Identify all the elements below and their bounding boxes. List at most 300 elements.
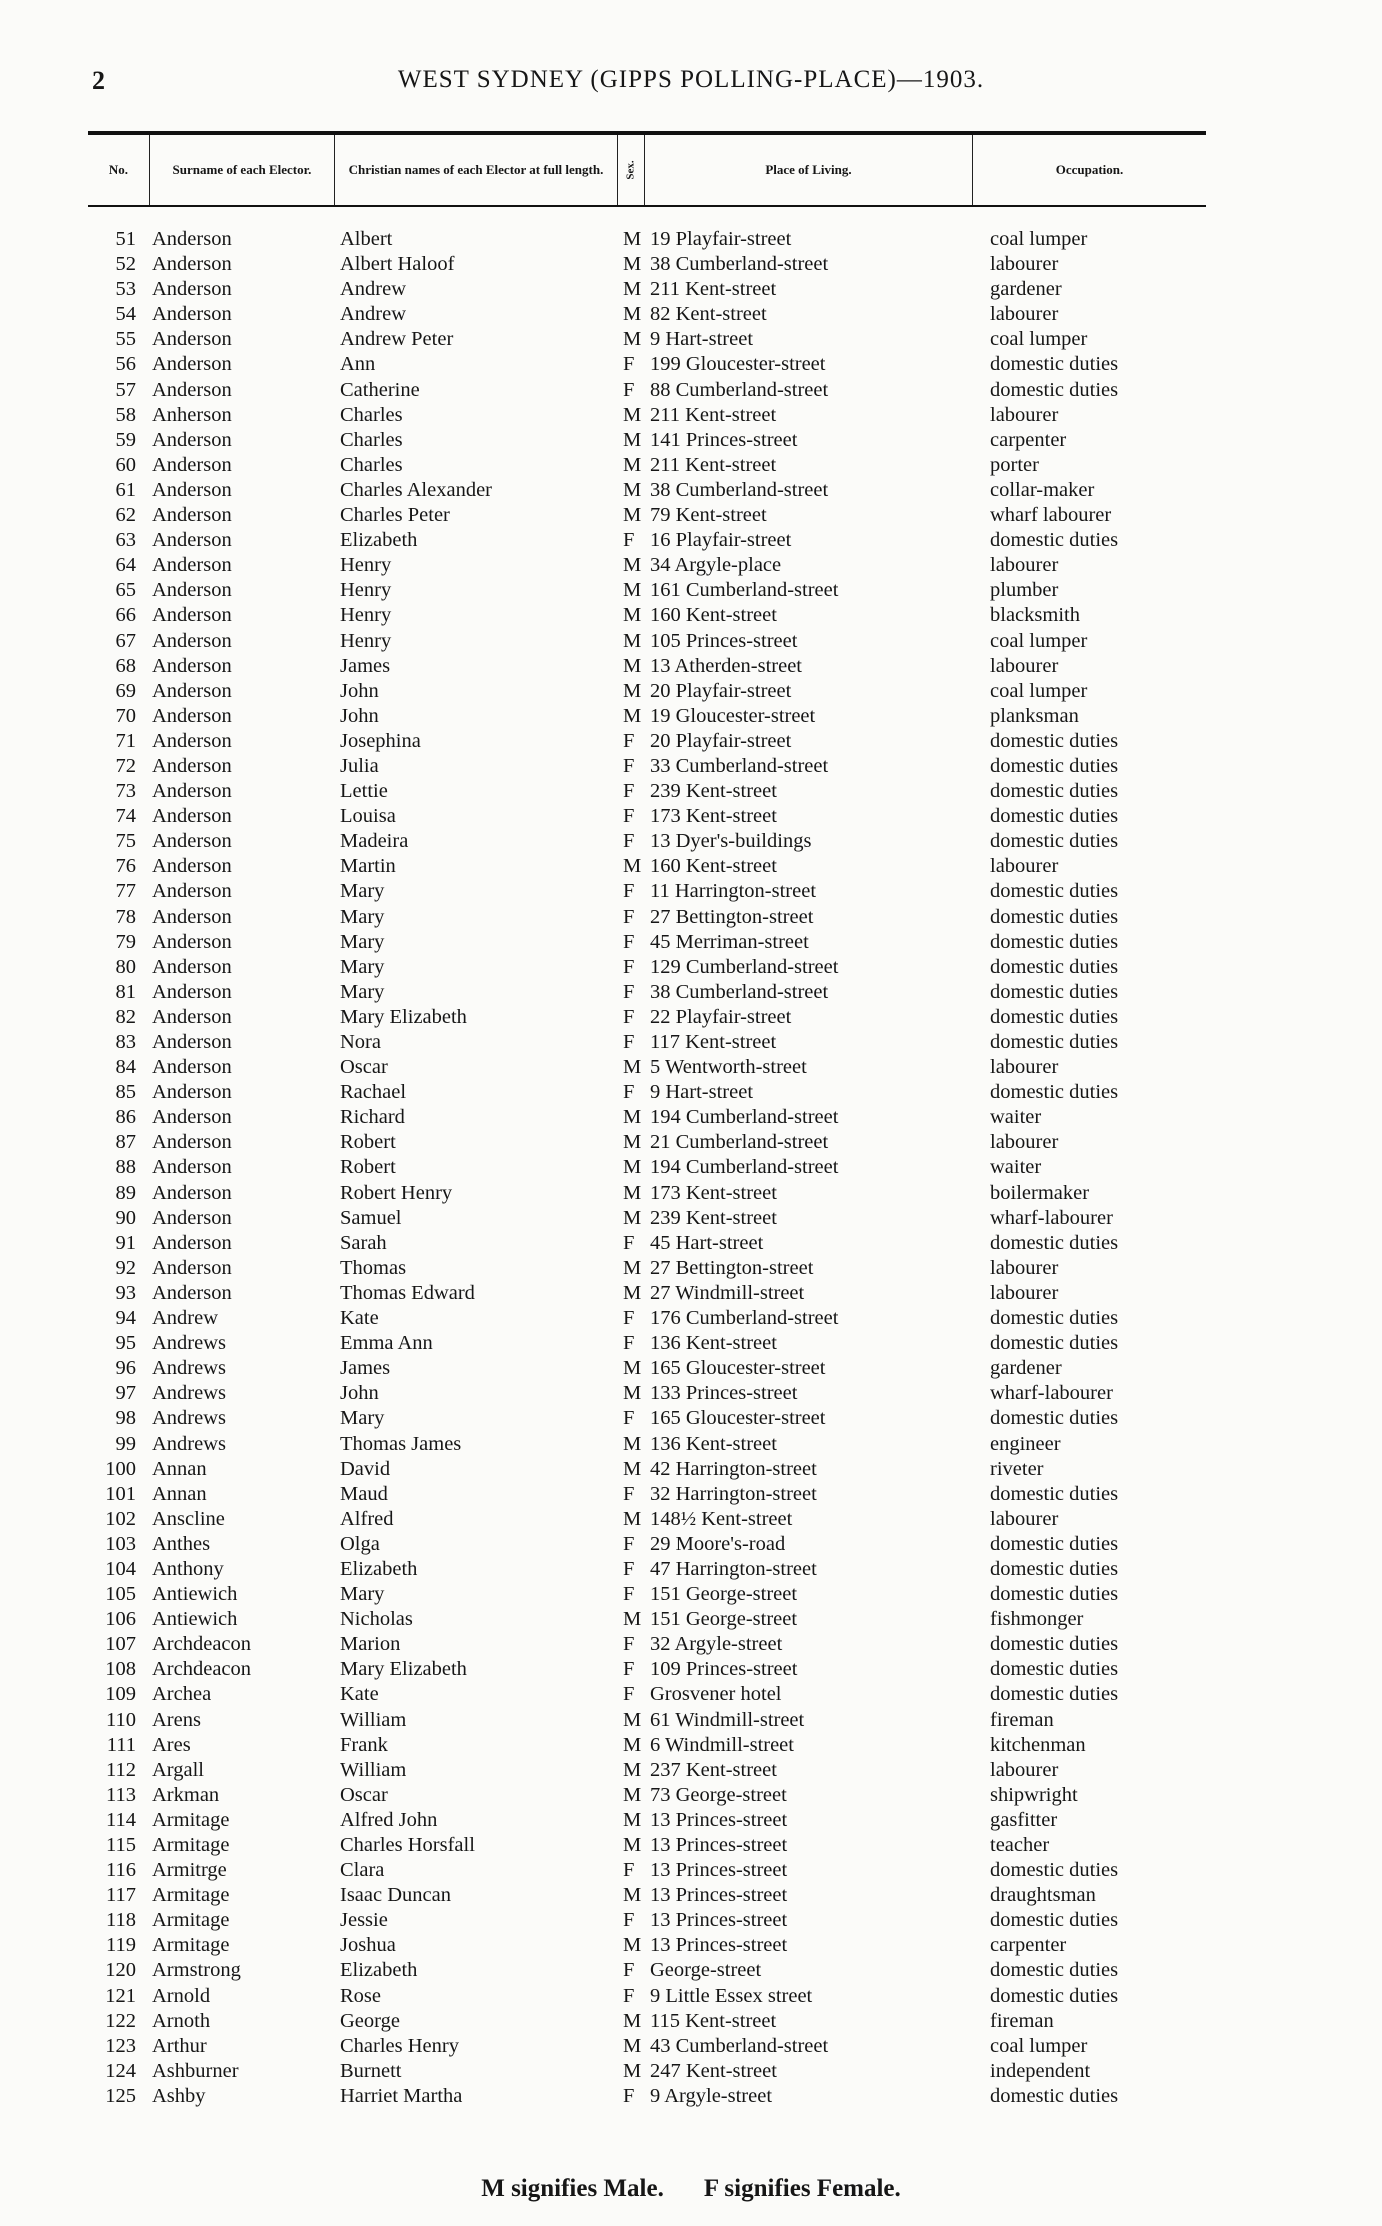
elector-place-of-living: 45 Hart-street bbox=[650, 1231, 764, 1254]
elector-occupation: domestic duties bbox=[990, 780, 1119, 803]
elector-sex: M bbox=[623, 1783, 642, 1806]
elector-surname: Anderson bbox=[152, 378, 232, 401]
elector-occupation: domestic duties bbox=[990, 729, 1119, 752]
elector-number: 71 bbox=[115, 729, 136, 752]
elector-surname: Anderson bbox=[152, 679, 232, 702]
table-row bbox=[0, 1858, 1382, 1883]
elector-occupation: domestic duties bbox=[990, 1332, 1119, 1355]
elector-christian-names: Martin bbox=[340, 855, 396, 878]
elector-number: 67 bbox=[115, 629, 136, 652]
table-row bbox=[0, 829, 1382, 854]
elector-sex: F bbox=[623, 2084, 635, 2107]
elector-sex: F bbox=[623, 1583, 635, 1606]
elector-sex: F bbox=[623, 1532, 635, 1555]
table-row bbox=[0, 453, 1382, 478]
elector-number: 70 bbox=[115, 704, 136, 727]
table-row bbox=[0, 1682, 1382, 1707]
elector-occupation: domestic duties bbox=[990, 1081, 1119, 1104]
elector-christian-names: Mary bbox=[340, 930, 385, 953]
elector-surname: Anderson bbox=[152, 1081, 232, 1104]
table-row bbox=[0, 1181, 1382, 1206]
elector-number: 80 bbox=[115, 955, 136, 978]
elector-occupation: fireman bbox=[990, 1708, 1054, 1731]
elector-number: 83 bbox=[115, 1031, 136, 1053]
elector-number: 108 bbox=[105, 1658, 136, 1681]
elector-sex: M bbox=[623, 1357, 642, 1380]
elector-occupation: labourer bbox=[990, 1758, 1059, 1781]
elector-occupation: domestic duties bbox=[990, 1557, 1119, 1580]
elector-surname: Anderson bbox=[152, 880, 232, 903]
elector-surname: Anderson bbox=[152, 579, 232, 602]
elector-place-of-living: 32 Harrington-street bbox=[650, 1482, 817, 1505]
elector-surname: Anderson bbox=[152, 328, 232, 351]
table-row bbox=[0, 252, 1382, 277]
elector-sex: F bbox=[623, 1407, 635, 1430]
elector-place-of-living: 115 Kent-street bbox=[650, 2009, 777, 2032]
elector-occupation: domestic duties bbox=[990, 1583, 1119, 1606]
header-sex-label: Sex. bbox=[624, 160, 637, 180]
elector-occupation: labourer bbox=[990, 403, 1059, 426]
elector-sex: M bbox=[623, 604, 642, 627]
elector-number: 122 bbox=[105, 2009, 136, 2032]
table-row bbox=[0, 1482, 1382, 1507]
elector-place-of-living: 38 Cumberland-street bbox=[650, 478, 829, 501]
elector-occupation: domestic duties bbox=[990, 1658, 1119, 1681]
table-row bbox=[0, 779, 1382, 804]
elector-place-of-living: 34 Argyle-place bbox=[650, 554, 782, 577]
elector-place-of-living: 79 Kent-street bbox=[650, 504, 767, 527]
elector-surname: Archea bbox=[152, 1683, 212, 1706]
elector-occupation: gasfitter bbox=[990, 1808, 1058, 1831]
elector-number: 52 bbox=[115, 253, 136, 276]
elector-occupation: fireman bbox=[990, 2009, 1054, 2032]
elector-place-of-living: 109 Princes-street bbox=[650, 1658, 798, 1681]
elector-place-of-living: 6 Windmill-street bbox=[650, 1733, 794, 1756]
table-row bbox=[0, 905, 1382, 930]
elector-surname: Antiewich bbox=[152, 1583, 238, 1606]
elector-surname: Armitrge bbox=[152, 1859, 227, 1882]
elector-place-of-living: 194 Cumberland-street bbox=[650, 1106, 839, 1129]
elector-occupation: carpenter bbox=[990, 428, 1067, 451]
elector-christian-names: Kate bbox=[340, 1307, 379, 1330]
elector-surname: Arthur bbox=[152, 2034, 207, 2057]
elector-place-of-living: 47 Harrington-street bbox=[650, 1557, 817, 1580]
elector-christian-names: Mary Elizabeth bbox=[340, 1658, 467, 1681]
elector-number: 112 bbox=[106, 1758, 136, 1781]
elector-occupation: labourer bbox=[990, 253, 1059, 276]
table-row bbox=[0, 1708, 1382, 1733]
elector-number: 89 bbox=[115, 1181, 136, 1204]
elector-place-of-living: 194 Cumberland-street bbox=[650, 1156, 839, 1179]
elector-surname: Anderson bbox=[152, 1106, 232, 1129]
elector-number: 94 bbox=[115, 1307, 136, 1330]
elector-christian-names: Robert bbox=[340, 1131, 396, 1154]
elector-sex: M bbox=[623, 1608, 642, 1631]
elector-place-of-living: 199 Gloucester-street bbox=[650, 353, 826, 376]
elector-place-of-living: 151 George-street bbox=[650, 1583, 798, 1606]
table-row bbox=[0, 854, 1382, 879]
elector-occupation: gardener bbox=[990, 278, 1062, 301]
elector-place-of-living: 32 Argyle-street bbox=[650, 1633, 783, 1656]
elector-surname: Antiewich bbox=[152, 1608, 238, 1631]
elector-occupation: domestic duties bbox=[990, 1984, 1119, 2007]
table-row bbox=[0, 277, 1382, 302]
elector-christian-names: Andrew Peter bbox=[340, 328, 454, 351]
elector-sex: M bbox=[623, 1156, 642, 1179]
elector-number: 113 bbox=[106, 1783, 136, 1806]
elector-place-of-living: 9 Hart-street bbox=[650, 328, 754, 351]
header-place-of-living: Place of Living. bbox=[645, 135, 973, 205]
elector-sex: M bbox=[623, 1206, 642, 1229]
elector-occupation: domestic duties bbox=[990, 754, 1119, 777]
legend-footer bbox=[0, 2175, 1382, 2203]
elector-place-of-living: 165 Gloucester-street bbox=[650, 1407, 826, 1430]
elector-place-of-living: 105 Princes-street bbox=[650, 629, 798, 652]
elector-occupation: coal lumper bbox=[990, 228, 1088, 250]
elector-christian-names: Lettie bbox=[340, 780, 388, 803]
elector-place-of-living: 11 Harrington-street bbox=[650, 880, 817, 903]
header-christian-names: Christian names of each Elector at full length. bbox=[335, 135, 618, 205]
elector-sex: M bbox=[623, 1733, 642, 1756]
elector-sex: M bbox=[623, 228, 642, 250]
elector-surname: Anderson bbox=[152, 1056, 232, 1079]
elector-christian-names: Ann bbox=[340, 353, 376, 376]
elector-occupation: engineer bbox=[990, 1432, 1061, 1455]
elector-sex: M bbox=[623, 679, 642, 702]
elector-christian-names: George bbox=[340, 2009, 400, 2032]
elector-sex: F bbox=[623, 1658, 635, 1681]
elector-number: 110 bbox=[106, 1708, 136, 1731]
table-row bbox=[0, 1808, 1382, 1833]
table-row bbox=[0, 1206, 1382, 1231]
table-row bbox=[0, 1984, 1382, 2009]
elector-christian-names: William bbox=[340, 1758, 407, 1781]
elector-sex: F bbox=[623, 905, 635, 928]
elector-sex: M bbox=[623, 253, 642, 276]
elector-christian-names: Nora bbox=[340, 1031, 381, 1053]
elector-place-of-living: 33 Cumberland-street bbox=[650, 754, 829, 777]
elector-christian-names: Charles bbox=[340, 453, 403, 476]
elector-place-of-living: 211 Kent-street bbox=[650, 403, 777, 426]
elector-sex: M bbox=[623, 554, 642, 577]
elector-number: 81 bbox=[115, 980, 136, 1003]
elector-number: 99 bbox=[115, 1432, 136, 1455]
elector-place-of-living: 211 Kent-street bbox=[650, 453, 777, 476]
table-row bbox=[0, 754, 1382, 779]
elector-number: 107 bbox=[105, 1633, 136, 1656]
elector-sex: F bbox=[623, 1984, 635, 2007]
elector-sex: M bbox=[623, 579, 642, 602]
elector-number: 103 bbox=[105, 1532, 136, 1555]
elector-place-of-living: 27 Bettington-street bbox=[650, 1256, 814, 1279]
elector-place-of-living: 161 Cumberland-street bbox=[650, 579, 839, 602]
elector-christian-names: Elizabeth bbox=[340, 1557, 418, 1580]
table-row bbox=[0, 1758, 1382, 1783]
elector-sex: M bbox=[623, 504, 642, 527]
elector-surname: Armitage bbox=[152, 1808, 230, 1831]
elector-occupation: waiter bbox=[990, 1106, 1042, 1129]
elector-occupation: labourer bbox=[990, 1507, 1059, 1530]
table-row bbox=[0, 729, 1382, 754]
table-row bbox=[0, 528, 1382, 553]
elector-christian-names: Mary bbox=[340, 1583, 385, 1606]
elector-place-of-living: George-street bbox=[650, 1959, 762, 1982]
elector-place-of-living: 19 Playfair-street bbox=[650, 228, 792, 250]
elector-occupation: domestic duties bbox=[990, 1909, 1119, 1932]
elector-christian-names: Henry bbox=[340, 579, 392, 602]
elector-occupation: boilermaker bbox=[990, 1181, 1090, 1204]
elector-surname: Anthony bbox=[152, 1557, 224, 1580]
elector-christian-names: Madeira bbox=[340, 830, 409, 853]
table-row bbox=[0, 1582, 1382, 1607]
elector-occupation: domestic duties bbox=[990, 1407, 1119, 1430]
elector-christian-names: Jessie bbox=[340, 1909, 388, 1932]
elector-occupation: collar-maker bbox=[990, 478, 1095, 501]
elector-place-of-living: 82 Kent-street bbox=[650, 303, 767, 326]
elector-number: 54 bbox=[115, 303, 136, 326]
elector-christian-names: Richard bbox=[340, 1106, 405, 1129]
elector-sex: F bbox=[623, 805, 635, 828]
elector-occupation: coal lumper bbox=[990, 328, 1088, 351]
elector-surname: Anderson bbox=[152, 654, 232, 677]
elector-sex: F bbox=[623, 1909, 635, 1932]
elector-christian-names: Nicholas bbox=[340, 1608, 413, 1631]
elector-surname: Anderson bbox=[152, 428, 232, 451]
elector-occupation: domestic duties bbox=[990, 1482, 1119, 1505]
elector-number: 75 bbox=[115, 830, 136, 853]
elector-christian-names: Louisa bbox=[340, 805, 396, 828]
table-row bbox=[0, 1457, 1382, 1482]
elector-christian-names: Robert bbox=[340, 1156, 396, 1179]
elector-place-of-living: 9 Little Essex street bbox=[650, 1984, 813, 2007]
elector-place-of-living: 20 Playfair-street bbox=[650, 679, 792, 702]
elector-christian-names: Charles Henry bbox=[340, 2034, 459, 2057]
elector-occupation: domestic duties bbox=[990, 1005, 1119, 1028]
table-row bbox=[0, 980, 1382, 1005]
elector-number: 78 bbox=[115, 905, 136, 928]
table-row bbox=[0, 1833, 1382, 1858]
elector-surname: Arens bbox=[152, 1708, 201, 1731]
elector-place-of-living: 61 Windmill-street bbox=[650, 1708, 805, 1731]
elector-place-of-living: 247 Kent-street bbox=[650, 2059, 777, 2082]
table-row bbox=[0, 1080, 1382, 1105]
elector-occupation: draughtsman bbox=[990, 1884, 1096, 1907]
elector-christian-names: Rachael bbox=[340, 1081, 407, 1104]
elector-surname: Anderson bbox=[152, 278, 232, 301]
elector-surname: Anderson bbox=[152, 1005, 232, 1028]
table-row bbox=[0, 1733, 1382, 1758]
elector-occupation: domestic duties bbox=[990, 905, 1119, 928]
elector-christian-names: Samuel bbox=[340, 1206, 402, 1229]
elector-sex: F bbox=[623, 980, 635, 1003]
elector-number: 60 bbox=[115, 453, 136, 476]
elector-place-of-living: 173 Kent-street bbox=[650, 1181, 777, 1204]
table-row bbox=[0, 679, 1382, 704]
elector-number: 101 bbox=[105, 1482, 136, 1505]
elector-christian-names: Emma Ann bbox=[340, 1332, 433, 1355]
elector-sex: M bbox=[623, 2059, 642, 2082]
elector-surname: Armitage bbox=[152, 1834, 230, 1856]
elector-sex: F bbox=[623, 1482, 635, 1505]
elector-place-of-living: 151 George-street bbox=[650, 1608, 798, 1631]
header-surname: Surname of each Elector. bbox=[150, 135, 335, 205]
elector-place-of-living: 73 George-street bbox=[650, 1783, 787, 1806]
elector-occupation: labourer bbox=[990, 855, 1059, 878]
elector-christian-names: Mary bbox=[340, 955, 385, 978]
elector-place-of-living: 165 Gloucester-street bbox=[650, 1357, 826, 1380]
table-row bbox=[0, 1055, 1382, 1080]
elector-number: 76 bbox=[115, 855, 136, 878]
elector-christian-names: John bbox=[340, 679, 379, 702]
table-row bbox=[0, 2059, 1382, 2084]
elector-occupation: labourer bbox=[990, 1131, 1059, 1154]
table-row bbox=[0, 302, 1382, 327]
elector-number: 84 bbox=[115, 1056, 136, 1079]
elector-occupation: wharf labourer bbox=[990, 504, 1112, 527]
elector-sex: M bbox=[623, 704, 642, 727]
elector-number: 90 bbox=[115, 1206, 136, 1229]
table-row bbox=[0, 2034, 1382, 2059]
legend-male: M signifies Male. bbox=[481, 2175, 664, 2202]
elector-occupation: domestic duties bbox=[990, 1959, 1119, 1982]
table-row bbox=[0, 879, 1382, 904]
elector-number: 73 bbox=[115, 780, 136, 803]
elector-sex: M bbox=[623, 1106, 642, 1129]
elector-christian-names: Harriet Martha bbox=[340, 2084, 463, 2107]
elector-occupation: domestic duties bbox=[990, 1633, 1119, 1656]
elector-christian-names: James bbox=[340, 654, 391, 677]
elector-christian-names: Charles bbox=[340, 428, 403, 451]
elector-place-of-living: Grosvener hotel bbox=[650, 1683, 782, 1706]
elector-sex: F bbox=[623, 1959, 635, 1982]
table-row bbox=[0, 1406, 1382, 1431]
elector-surname: Anderson bbox=[152, 228, 232, 250]
elector-christian-names: Albert Haloof bbox=[340, 253, 455, 276]
table-row bbox=[0, 503, 1382, 528]
elector-number: 117 bbox=[106, 1884, 136, 1907]
elector-sex: M bbox=[623, 1181, 642, 1204]
elector-sex: M bbox=[623, 1457, 642, 1480]
elector-surname: Anderson bbox=[152, 529, 232, 552]
elector-sex: M bbox=[623, 1758, 642, 1781]
elector-surname: Anherson bbox=[152, 403, 232, 426]
elector-surname: Anderson bbox=[152, 253, 232, 276]
table-row bbox=[0, 327, 1382, 352]
elector-occupation: domestic duties bbox=[990, 930, 1119, 953]
elector-occupation: shipwright bbox=[990, 1783, 1078, 1806]
elector-christian-names: Elizabeth bbox=[340, 529, 418, 552]
elector-sex: M bbox=[623, 403, 642, 426]
elector-sex: F bbox=[623, 1031, 635, 1053]
elector-number: 111 bbox=[106, 1733, 136, 1756]
elector-place-of-living: 21 Cumberland-street bbox=[650, 1131, 829, 1154]
elector-sex: M bbox=[623, 1256, 642, 1279]
elector-surname: Anderson bbox=[152, 554, 232, 577]
elector-occupation: domestic duties bbox=[990, 1859, 1119, 1882]
elector-occupation: labourer bbox=[990, 654, 1059, 677]
elector-number: 65 bbox=[115, 579, 136, 602]
table-row bbox=[0, 1432, 1382, 1457]
elector-surname: Argall bbox=[152, 1758, 205, 1781]
table-row bbox=[0, 955, 1382, 980]
elector-christian-names: Kate bbox=[340, 1683, 379, 1706]
elector-surname: Anderson bbox=[152, 604, 232, 627]
table-row bbox=[0, 1130, 1382, 1155]
elector-sex: M bbox=[623, 278, 642, 301]
elector-place-of-living: 13 Princes-street bbox=[650, 1884, 788, 1907]
table-row bbox=[0, 1030, 1382, 1055]
elector-surname: Anderson bbox=[152, 830, 232, 853]
elector-occupation: fishmonger bbox=[990, 1608, 1084, 1631]
table-row bbox=[0, 1783, 1382, 1808]
elector-number: 95 bbox=[115, 1332, 136, 1355]
elector-sex: F bbox=[623, 1231, 635, 1254]
elector-surname: Anderson bbox=[152, 353, 232, 376]
elector-number: 61 bbox=[115, 478, 136, 501]
elector-sex: M bbox=[623, 1056, 642, 1079]
elector-sex: M bbox=[623, 1281, 642, 1304]
elector-occupation: coal lumper bbox=[990, 2034, 1088, 2057]
elector-place-of-living: 176 Cumberland-street bbox=[650, 1307, 839, 1330]
elector-surname: Arnoth bbox=[152, 2009, 211, 2032]
elector-surname: Anderson bbox=[152, 478, 232, 501]
elector-place-of-living: 239 Kent-street bbox=[650, 780, 777, 803]
elector-christian-names: Mary bbox=[340, 1407, 385, 1430]
elector-sex: M bbox=[623, 303, 642, 326]
elector-christian-names: Charles bbox=[340, 403, 403, 426]
elector-place-of-living: 13 Princes-street bbox=[650, 1909, 788, 1932]
elector-number: 59 bbox=[115, 428, 136, 451]
elector-christian-names: Marion bbox=[340, 1633, 401, 1656]
elector-christian-names: Mary bbox=[340, 980, 385, 1003]
elector-occupation: domestic duties bbox=[990, 1683, 1119, 1706]
elector-place-of-living: 22 Playfair-street bbox=[650, 1005, 792, 1028]
table-row bbox=[0, 1105, 1382, 1130]
elector-occupation: labourer bbox=[990, 303, 1059, 326]
elector-christian-names: Thomas James bbox=[340, 1432, 462, 1455]
elector-sex: M bbox=[623, 1708, 642, 1731]
elector-occupation: kitchenman bbox=[990, 1733, 1086, 1756]
elector-place-of-living: 13 Dyer's-buildings bbox=[650, 830, 812, 853]
elector-sex: F bbox=[623, 1557, 635, 1580]
elector-sex: F bbox=[623, 1307, 635, 1330]
elector-sex: M bbox=[623, 1131, 642, 1154]
table-row bbox=[0, 2009, 1382, 2034]
elector-surname: Ashby bbox=[152, 2084, 206, 2107]
elector-occupation: domestic duties bbox=[990, 378, 1119, 401]
elector-number: 87 bbox=[115, 1131, 136, 1154]
elector-surname: Anderson bbox=[152, 629, 232, 652]
elector-number: 91 bbox=[115, 1231, 136, 1254]
elector-surname: Anderson bbox=[152, 780, 232, 803]
elector-christian-names: Julia bbox=[340, 754, 379, 777]
elector-surname: Anderson bbox=[152, 855, 232, 878]
elector-occupation: domestic duties bbox=[990, 1231, 1119, 1254]
elector-number: 114 bbox=[106, 1808, 136, 1831]
elector-christian-names: Joshua bbox=[340, 1934, 396, 1957]
elector-surname: Anderson bbox=[152, 1206, 232, 1229]
elector-sex: M bbox=[623, 855, 642, 878]
elector-number: 51 bbox=[115, 228, 136, 250]
elector-surname: Anderson bbox=[152, 1281, 232, 1304]
elector-sex: M bbox=[623, 428, 642, 451]
elector-sex: F bbox=[623, 1005, 635, 1028]
elector-number: 82 bbox=[115, 1005, 136, 1028]
elector-number: 109 bbox=[105, 1683, 136, 1706]
elector-number: 62 bbox=[115, 504, 136, 527]
elector-surname: Armitage bbox=[152, 1884, 230, 1907]
header-sex bbox=[618, 135, 645, 205]
